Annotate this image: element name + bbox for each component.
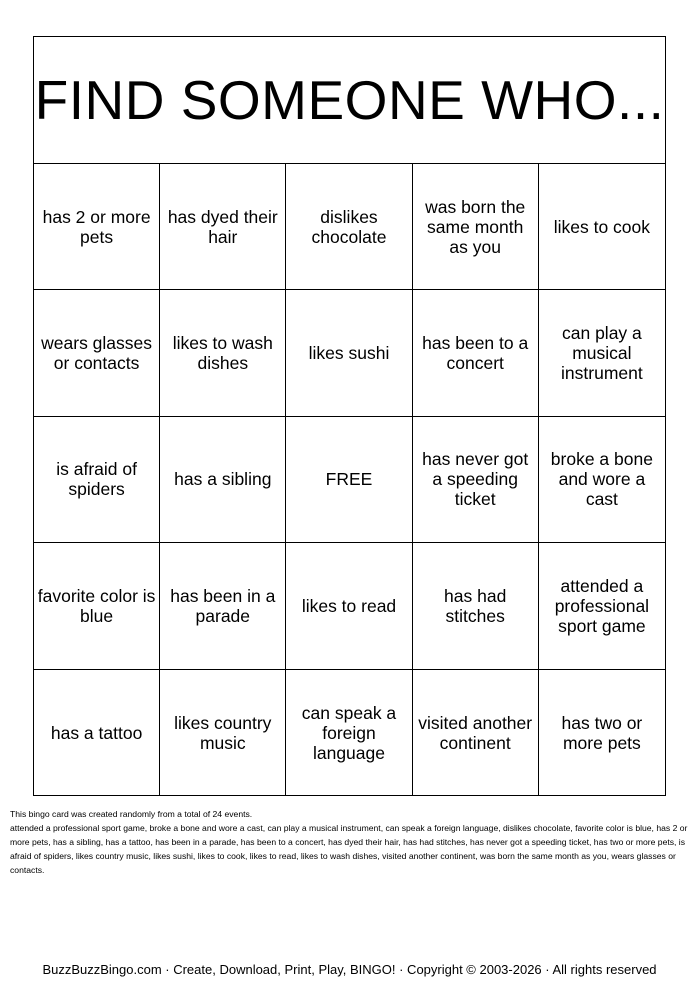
bingo-cell[interactable]: visited another continent xyxy=(413,670,539,796)
bingo-cell[interactable]: likes to cook xyxy=(539,164,665,290)
bingo-cell[interactable]: has been in a parade xyxy=(160,543,286,669)
site-footer: BuzzBuzzBingo.com · Create, Download, Print, Play, BINGO! · Copyright © 2003-2026 · All rights reserved xyxy=(42,962,657,977)
bingo-cell[interactable]: likes country music xyxy=(160,670,286,796)
bingo-cell[interactable]: favorite color is blue xyxy=(34,543,160,669)
bingo-cell[interactable]: has never got a speeding ticket xyxy=(413,417,539,543)
description-events: attended a professional sport game, broke a bone and wore a cast, can play a musical instrument, can speak a foreign language, dislikes chocolate, favorite color is blue, has 2 or more pets, has a sibling, has a tattoo, has been in a parade, has been to a concert, has dyed their hair, has had stitches, has never got a speeding ticket, has two or more pets, is afraid of spiders, likes country music, likes sushi, likes to cook, likes to read, likes to wash dishes, visited another continent, was born the same month as you, wears glasses or contacts. xyxy=(10,823,688,875)
bingo-cell[interactable]: has had stitches xyxy=(413,543,539,669)
bingo-cell[interactable]: has a sibling xyxy=(160,417,286,543)
bingo-cell[interactable]: likes sushi xyxy=(286,290,412,416)
bingo-cell[interactable]: has dyed their hair xyxy=(160,164,286,290)
bingo-card xyxy=(33,36,666,796)
bingo-cell[interactable]: has a tattoo xyxy=(34,670,160,796)
bingo-cell[interactable]: can play a musical instrument xyxy=(539,290,665,416)
bingo-cell[interactable]: attended a professional sport game xyxy=(539,543,665,669)
bingo-cell[interactable]: was born the same month as you xyxy=(413,164,539,290)
bingo-cell[interactable]: likes to wash dishes xyxy=(160,290,286,416)
bingo-cell[interactable]: likes to read xyxy=(286,543,412,669)
bingo-cell[interactable]: broke a bone and wore a cast xyxy=(539,417,665,543)
bingo-cell[interactable]: is afraid of spiders xyxy=(34,417,160,543)
description-intro: This bingo card was created randomly from a total of 24 events. xyxy=(10,809,253,819)
free-space-cell[interactable]: FREE xyxy=(286,417,412,543)
bingo-cell[interactable]: has 2 or more pets xyxy=(34,164,160,290)
bingo-cell[interactable]: has two or more pets xyxy=(561,712,643,753)
card-title: FIND SOMEONE WHO... xyxy=(34,37,665,164)
bingo-cell[interactable]: wears glasses or contacts xyxy=(34,290,160,416)
bingo-cell[interactable]: has been to a concert xyxy=(413,290,539,416)
bingo-cell[interactable]: dislikes chocolate xyxy=(286,164,412,290)
card-description xyxy=(10,807,692,877)
bingo-grid xyxy=(34,164,665,796)
bingo-cell[interactable]: can speak a foreign language xyxy=(286,670,412,796)
